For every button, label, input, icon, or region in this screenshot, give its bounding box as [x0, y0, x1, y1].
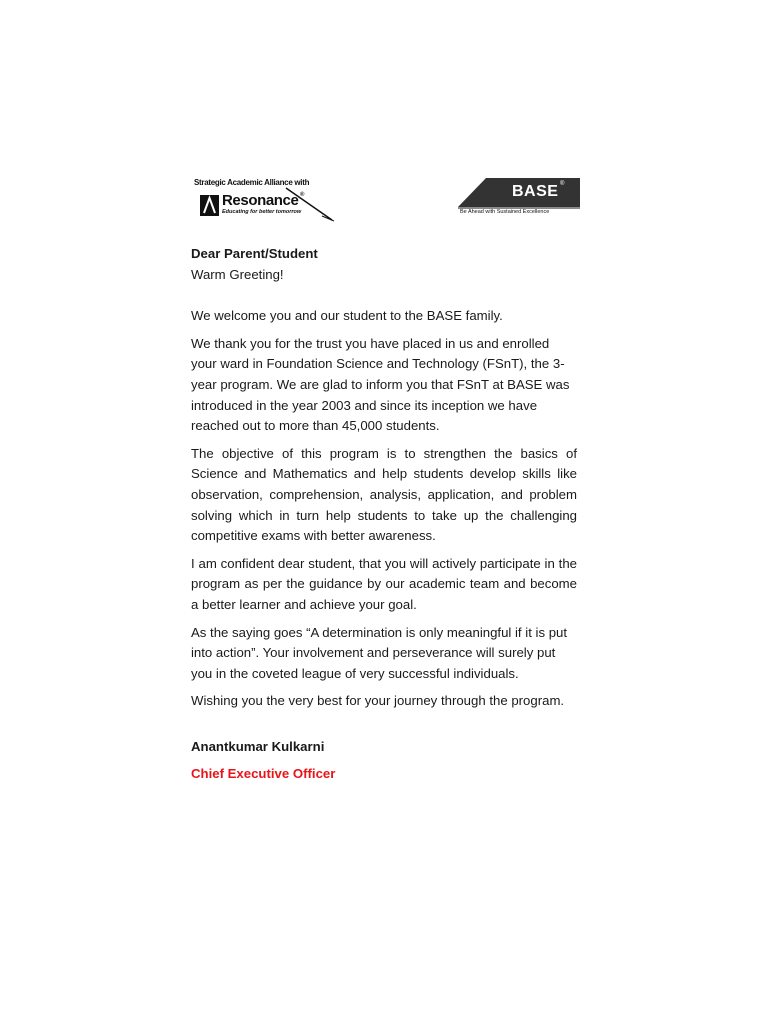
greeting: Warm Greeting! [191, 266, 284, 282]
resonance-logo [194, 178, 336, 222]
base-name: BASE [512, 183, 559, 200]
letter-body [191, 244, 577, 784]
swoosh-icon [284, 186, 336, 222]
resonance-registered-mark: ® [300, 192, 305, 198]
signer-name: Anantkumar Kulkarni [191, 738, 325, 754]
letter-paragraph: We welcome you and our student to the BASE family. [191, 307, 503, 323]
resonance-mark-icon [200, 195, 219, 216]
salutation: Dear Parent/Student [191, 246, 318, 261]
letter-paragraph: Wishing you the very best for your journey through the program. [191, 693, 565, 709]
base-logo [458, 178, 580, 218]
base-registered-mark: ® [560, 181, 565, 187]
letter-paragraph: I am confident dear student, that you will actively participate in the program as per the guidance by our academic team and become a better learner and achieve your goal. [191, 555, 577, 612]
base-tagline: Be Ahead with Sustained Excellence [460, 209, 550, 215]
letter-paragraph: We thank you for the trust you have placed in us and enrolled your ward in Foundation Science and Technology (FSnT), the 3-year program. We are glad to inform you that FSnT at BASE was introduced in the year 2003 and since its inception we have reached out to more than 45,000 students. [191, 335, 570, 434]
letter-paragraph: As the saying goes “A determination is only meaningful if it is put into action”. Your involvement and perseverance will surely put you in the coveted league of very successful individuals. [191, 624, 568, 681]
resonance-name: Resonance [222, 192, 299, 209]
resonance-tagline: Educating for better tomorrow [222, 209, 302, 215]
signer-title: Chief Executive Officer [191, 765, 336, 781]
alliance-text: Strategic Academic Alliance with [194, 178, 310, 187]
letter-paragraph: The objective of this program is to strengthen the basics of Science and Mathematics and help students develop skills like observation, comprehension, analysis, application, and problem solving which in turn help students to take up the challenging competitive exams with better awareness. [191, 445, 577, 544]
